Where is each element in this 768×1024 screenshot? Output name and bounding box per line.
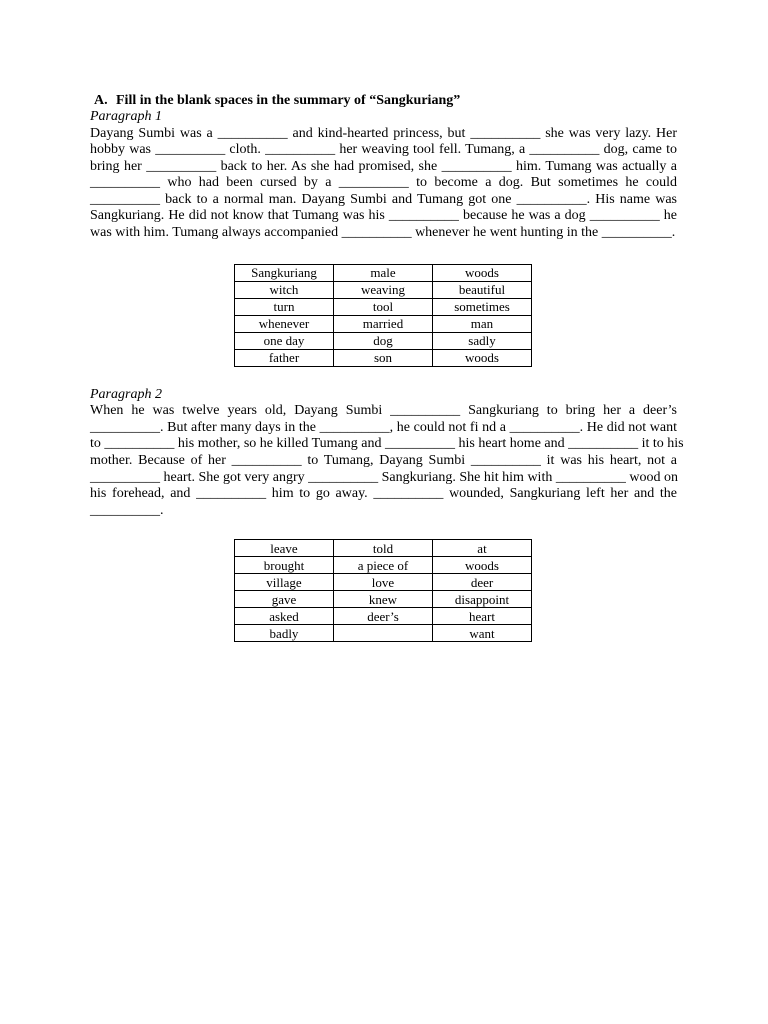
word-bank-row xyxy=(235,298,532,315)
paragraph-line: __________. xyxy=(90,502,164,518)
word-bank-row xyxy=(235,315,532,332)
word-bank-cell: sometimes xyxy=(433,298,532,315)
word-bank-cell: heart xyxy=(433,608,532,625)
paragraph-line: __________ who had been cursed by a __________ to become a dog. But sometimes he could xyxy=(90,175,677,191)
paragraph-2-text xyxy=(90,403,684,519)
word-bank-cell: disappoint xyxy=(433,591,532,608)
word-bank-row xyxy=(235,332,532,349)
paragraph-line: was with him. Tumang always accompanied __________ whenever he went hunting in the __________. xyxy=(90,225,676,241)
paragraph-1-label: Paragraph 1 xyxy=(90,109,162,124)
word-bank-row xyxy=(235,540,532,557)
paragraph-line: hobby was __________ cloth. __________ her weaving tool fell. Tumang, a __________ dog, came to xyxy=(90,142,677,158)
word-bank-cell: want xyxy=(433,625,532,642)
word-bank-cell: told xyxy=(334,540,433,557)
word-bank-cell: brought xyxy=(235,557,334,574)
word-bank-cell: Sangkuriang xyxy=(235,264,334,281)
word-bank-cell: whenever xyxy=(235,315,334,332)
word-bank-cell: badly xyxy=(235,625,334,642)
paragraph-line: bring her __________ back to her. As she had promised, she __________ him. Tumang was actually a xyxy=(90,158,677,174)
word-bank-cell: knew xyxy=(334,591,433,608)
word-bank-cell: witch xyxy=(235,281,334,298)
word-bank-row xyxy=(235,574,532,591)
word-bank-cell: one day xyxy=(235,332,334,349)
paragraph-line: to __________ his mother, so he killed Tumang and __________ his heart home and __________ it to his xyxy=(90,436,684,452)
word-bank-row xyxy=(235,608,532,625)
word-bank-row xyxy=(235,625,532,642)
paragraph-line: mother. Because of her __________ to Tumang, Dayang Sumbi __________ it was his heart, not a xyxy=(90,452,677,468)
word-bank-cell: male xyxy=(334,264,433,281)
exercise-heading xyxy=(94,92,677,109)
word-bank-cell: at xyxy=(433,540,532,557)
paragraph-line: __________ back to a normal man. Dayang Sumbi and Tumang got one __________. His name was xyxy=(90,191,677,207)
word-bank-cell: married xyxy=(334,315,433,332)
exercise-title: Fill in the blank spaces in the summary of “Sangkuriang” xyxy=(116,93,461,108)
word-bank-cell: woods xyxy=(433,264,532,281)
paragraph-line: __________ heart. She got very angry __________ Sangkuriang. She hit him with __________ wood on xyxy=(90,469,678,485)
word-bank-cell: woods xyxy=(433,557,532,574)
paragraph-line: his forehead, and __________ him to go away. __________ wounded, Sangkuriang left her and the xyxy=(90,486,677,502)
word-bank-cell: deer’s xyxy=(334,608,433,625)
word-bank-cell: dog xyxy=(334,332,433,349)
word-bank-cell: weaving xyxy=(334,281,433,298)
paragraph-line: __________. But after many days in the __________, he could not fi nd a __________. He did not want xyxy=(90,419,677,435)
exercise-letter: A. xyxy=(94,93,108,108)
word-bank-cell: man xyxy=(433,315,532,332)
word-bank-cell: sadly xyxy=(433,332,532,349)
worksheet xyxy=(90,92,684,642)
word-bank-row xyxy=(235,557,532,574)
word-bank-cell: love xyxy=(334,574,433,591)
word-bank-table-2 xyxy=(234,539,532,642)
word-bank-cell: gave xyxy=(235,591,334,608)
paragraph-line: Dayang Sumbi was a __________ and kind-hearted princess, but __________ she was very lazy. Her xyxy=(90,125,677,141)
word-bank-cell: father xyxy=(235,349,334,366)
paragraph-1-text xyxy=(90,126,677,242)
word-bank-cell: woods xyxy=(433,349,532,366)
word-bank-cell: beautiful xyxy=(433,281,532,298)
word-bank-cell: leave xyxy=(235,540,334,557)
paragraph-line: When he was twelve years old, Dayang Sumbi __________ Sangkuriang to bring her a deer’s xyxy=(90,403,677,419)
word-bank-cell: deer xyxy=(433,574,532,591)
word-bank-row xyxy=(235,281,532,298)
paragraph-2-label: Paragraph 2 xyxy=(90,386,162,402)
word-bank-cell: turn xyxy=(235,298,334,315)
word-bank-table-1 xyxy=(234,264,532,367)
word-bank-cell: tool xyxy=(334,298,433,315)
word-bank-cell: asked xyxy=(235,608,334,625)
word-bank-cell: village xyxy=(235,574,334,591)
word-bank-cell: son xyxy=(334,349,433,366)
word-bank-row xyxy=(235,349,532,366)
word-bank-cell: a piece of xyxy=(334,557,433,574)
paragraph-line: Sangkuriang. He did not know that Tumang was his __________ because he was a dog __________ he xyxy=(90,208,677,224)
word-bank-row xyxy=(235,264,532,281)
word-bank-row xyxy=(235,591,532,608)
word-bank-cell xyxy=(334,625,433,642)
